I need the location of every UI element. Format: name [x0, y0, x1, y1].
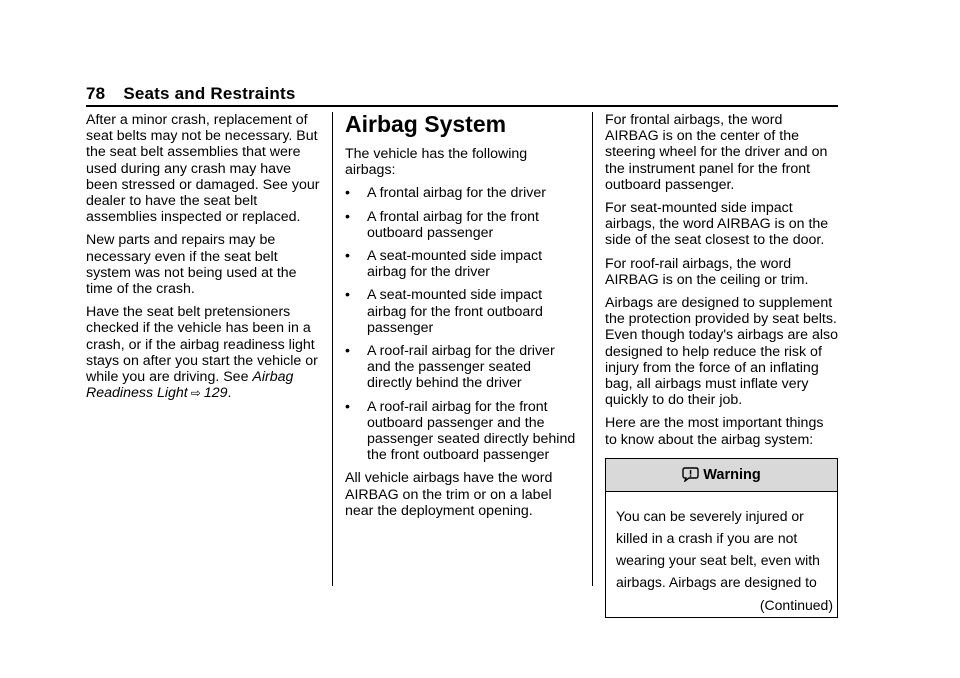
paragraph: Here are the most important things to know about the airbag system:	[605, 415, 824, 448]
warning-header	[606, 459, 837, 492]
warning-body: You can be severely injured or killed in a crash if you are not wearing your seat belt, even with airbags. Airbags are designed to	[616, 507, 820, 590]
warning-icon	[682, 467, 699, 482]
list-item	[345, 248, 577, 280]
punctuation: .	[227, 385, 232, 402]
list-item-text: A seat-mounted side impact airbag for the driver	[367, 248, 543, 281]
list-item	[345, 209, 577, 241]
page-reference-icon: ⇨	[190, 386, 201, 401]
list-item	[345, 185, 577, 201]
paragraph: After a minor crash, replacement of seat belts may not be necessary. But the seat belt assemblies that were used during any crash may have been stressed or damaged. See your dealer to have the seat belt assemblies inspected or replaced.	[86, 112, 320, 226]
paragraph-text: Have the seat belt pretensioners checked if the vehicle has been in a crash, or if the airbag readiness light stays on after you start the vehicle or while you are driving. See	[86, 304, 318, 386]
bullet-icon: •	[345, 398, 350, 415]
column-divider-right	[592, 112, 593, 586]
warning-box	[605, 458, 838, 618]
paragraph: For seat-mounted side impact airbags, the word AIRBAG is on the side of the seat closest to the door.	[605, 200, 829, 249]
continued-label: (Continued)	[759, 596, 833, 613]
list-item	[345, 343, 577, 392]
paragraph: The vehicle has the following airbags:	[345, 146, 528, 179]
paragraph: For frontal airbags, the word AIRBAG is on the center of the steering wheel for the driver and on the instrument panel for the front outboard passenger.	[605, 112, 828, 193]
bullet-icon: •	[345, 208, 350, 225]
page-header	[86, 84, 296, 104]
paragraph	[86, 304, 322, 401]
list-item-text: A roof-rail airbag for the driver and the passenger seated directly behind the driver	[367, 343, 555, 392]
list-item-text: A frontal airbag for the front outboard passenger	[367, 208, 539, 241]
header-rule	[86, 105, 838, 107]
paragraph: For roof-rail airbags, the word AIRBAG is on the ceiling or trim.	[605, 255, 809, 288]
bullet-icon: •	[345, 185, 350, 202]
section-heading: Airbag System	[345, 111, 507, 137]
bullet-icon: •	[345, 343, 350, 360]
bullet-icon: •	[345, 248, 350, 265]
paragraph: New parts and repairs may be necessary even if the seat belt system was not being used at the time of the crash.	[86, 232, 297, 298]
paragraph: All vehicle airbags have the word AIRBAG on the trim or on a label near the deployment opening.	[345, 470, 553, 519]
list-item-text: A roof-rail airbag for the front outboard passenger and the passenger seated directly behind the front outboard passenger	[367, 398, 576, 464]
airbag-list	[345, 185, 577, 463]
section-title: Seats and Restraints	[123, 84, 296, 103]
list-item	[345, 287, 577, 336]
page-number: 78	[86, 84, 106, 103]
list-item-text: A frontal airbag for the driver	[367, 185, 547, 202]
list-item	[345, 399, 577, 464]
list-item-text: A seat-mounted side impact airbag for the front outboard passenger	[367, 287, 543, 336]
bullet-icon: •	[345, 287, 350, 304]
column-left	[86, 112, 322, 408]
column-middle	[345, 112, 577, 526]
paragraph: Airbags are designed to supplement the protection provided by seat belts. Even though today's airbags are also designed to help reduce the risk of injury from the force of an inflating bag, all airbags must inflate very quickly to do their job.	[605, 295, 839, 409]
cross-reference-link[interactable]: Airbag Readiness Light	[86, 369, 294, 402]
column-divider-left	[332, 112, 333, 586]
column-right	[605, 112, 838, 618]
cross-reference-page[interactable]: 129	[203, 385, 228, 402]
warning-title: Warning	[703, 466, 761, 483]
